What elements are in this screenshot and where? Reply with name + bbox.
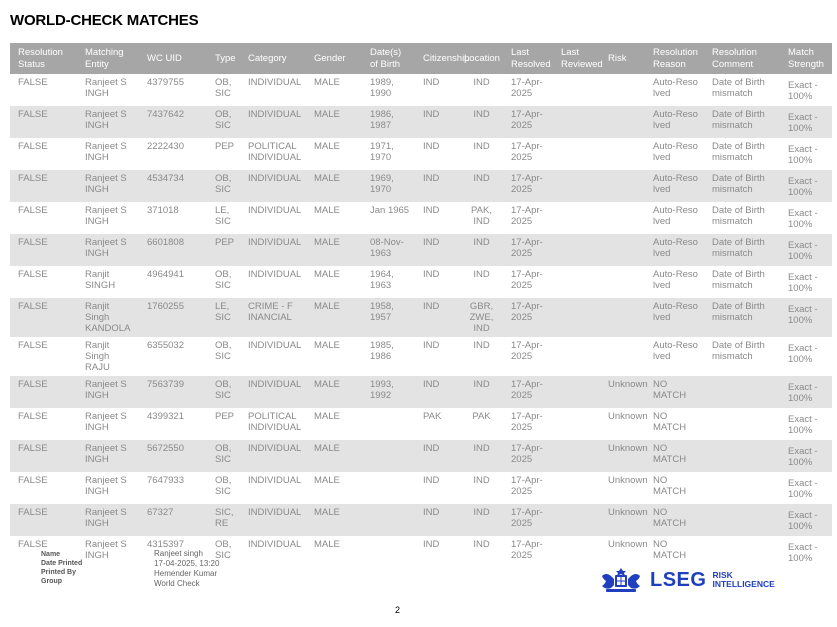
table-row	[10, 408, 832, 440]
location-cell: IND	[456, 536, 503, 568]
match-strength-cell: Exact - 100%	[780, 202, 832, 234]
gender-cell: MALE	[306, 106, 362, 138]
resolution-reason-cell: Auto-Reso lved	[645, 74, 704, 106]
matches-table	[10, 43, 832, 568]
footer-group-value: World Check	[154, 579, 200, 588]
resolution-status-cell: FALSE	[10, 298, 77, 337]
matching-entity-cell: Ranjeet S INGH	[77, 536, 139, 568]
citizenship-cell: IND	[415, 298, 456, 337]
matching-entity-cell: Ranjeet S INGH	[77, 504, 139, 536]
gender-cell: MALE	[306, 472, 362, 504]
last-resolved-cell: 17-Apr-2025	[503, 170, 553, 202]
dob-cell: 1971, 1970	[362, 138, 415, 170]
location-cell: IND	[456, 376, 503, 408]
type-cell: OB, SIC	[207, 472, 240, 504]
gender-cell: MALE	[306, 536, 362, 568]
risk-cell	[600, 74, 645, 106]
matching-entity-cell: Ranjeet S INGH	[77, 376, 139, 408]
gender-cell: MALE	[306, 138, 362, 170]
lseg-wordmark: LSEG	[650, 568, 707, 591]
matching-entity-cell: Ranjeet S INGH	[77, 440, 139, 472]
last-resolved-cell: 17-Apr-2025	[503, 440, 553, 472]
lseg-logo	[600, 566, 775, 594]
table-row	[10, 376, 832, 408]
resolution-status-cell: FALSE	[10, 504, 77, 536]
col-location: Location	[456, 43, 503, 74]
risk-cell	[600, 106, 645, 138]
resolution-status-cell: FALSE	[10, 202, 77, 234]
lseg-crest-icon	[600, 566, 642, 594]
last-reviewed-cell	[553, 376, 600, 408]
location-cell: PAK	[456, 408, 503, 440]
match-strength-cell: Exact - 100%	[780, 106, 832, 138]
table-row	[10, 202, 832, 234]
wc-uid-cell: 5672550	[139, 440, 207, 472]
table-row	[10, 138, 832, 170]
match-strength-cell: Exact - 100%	[780, 234, 832, 266]
resolution-reason-cell: NO MATCH	[645, 472, 704, 504]
dob-cell: 1969, 1970	[362, 170, 415, 202]
last-resolved-cell: 17-Apr-2025	[503, 504, 553, 536]
citizenship-cell: IND	[415, 266, 456, 298]
risk-cell	[600, 266, 645, 298]
col-wc-uid: WC UID	[139, 43, 207, 74]
last-reviewed-cell	[553, 202, 600, 234]
dob-cell	[362, 472, 415, 504]
table-row	[10, 472, 832, 504]
resolution-comment-cell	[704, 536, 780, 568]
col-citizenship: Citizenship	[415, 43, 456, 74]
resolution-status-cell: FALSE	[10, 138, 77, 170]
wc-uid-cell: 4399321	[139, 408, 207, 440]
category-cell: POLITICAL INDIVIDUAL	[240, 408, 306, 440]
dob-cell: 1964, 1963	[362, 266, 415, 298]
page-number: 2	[394, 605, 400, 615]
last-reviewed-cell	[553, 170, 600, 202]
category-cell: INDIVIDUAL	[240, 376, 306, 408]
matching-entity-cell: Ranjeet S INGH	[77, 202, 139, 234]
risk-cell	[600, 202, 645, 234]
wc-uid-cell: 2222430	[139, 138, 207, 170]
match-strength-cell: Exact - 100%	[780, 298, 832, 337]
location-cell: IND	[456, 504, 503, 536]
resolution-reason-cell: NO MATCH	[645, 408, 704, 440]
risk-cell: Unknown	[600, 408, 645, 440]
location-cell: IND	[456, 472, 503, 504]
last-reviewed-cell	[553, 234, 600, 266]
table-row	[10, 298, 832, 337]
last-resolved-cell: 17-Apr-2025	[503, 234, 553, 266]
matching-entity-cell: Ranjit Singh KANDOLA	[77, 298, 139, 337]
location-cell: PAK, IND	[456, 202, 503, 234]
col-resolution-reason: Resolution Reason	[645, 43, 704, 74]
type-cell: PEP	[207, 138, 240, 170]
resolution-reason-cell: NO MATCH	[645, 504, 704, 536]
table-row	[10, 106, 832, 138]
col-resolution-status: Resolution Status	[10, 43, 77, 74]
citizenship-cell: IND	[415, 234, 456, 266]
location-cell: IND	[456, 266, 503, 298]
last-resolved-cell: 17-Apr-2025	[503, 408, 553, 440]
resolution-status-cell: FALSE	[10, 472, 77, 504]
category-cell: INDIVIDUAL	[240, 337, 306, 376]
risk-cell: Unknown	[600, 504, 645, 536]
dob-cell	[362, 536, 415, 568]
dob-cell: 1958, 1957	[362, 298, 415, 337]
resolution-comment-cell	[704, 504, 780, 536]
wc-uid-cell: 7647933	[139, 472, 207, 504]
table-body	[10, 74, 832, 568]
resolution-reason-cell: Auto-Reso lved	[645, 298, 704, 337]
table-row	[10, 170, 832, 202]
last-reviewed-cell	[553, 266, 600, 298]
last-resolved-cell: 17-Apr-2025	[503, 74, 553, 106]
table-header-row	[10, 43, 832, 74]
match-strength-cell: Exact - 100%	[780, 472, 832, 504]
resolution-status-cell: FALSE	[10, 106, 77, 138]
last-reviewed-cell	[553, 440, 600, 472]
matching-entity-cell: Ranjeet S INGH	[77, 170, 139, 202]
dob-cell: 1993, 1992	[362, 376, 415, 408]
resolution-comment-cell	[704, 376, 780, 408]
table-row	[10, 74, 832, 106]
gender-cell: MALE	[306, 298, 362, 337]
footer-date-printed-value: 17-04-2025, 13:20	[154, 559, 220, 568]
resolution-reason-cell: Auto-Reso lved	[645, 170, 704, 202]
dob-cell: 08-Nov-1963	[362, 234, 415, 266]
col-match-strength: Match Strength	[780, 43, 832, 74]
resolution-status-cell: FALSE	[10, 170, 77, 202]
table-row	[10, 536, 832, 568]
location-cell: IND	[456, 138, 503, 170]
resolution-comment-cell: Date of Birth mismatch	[704, 266, 780, 298]
resolution-reason-cell: Auto-Reso lved	[645, 266, 704, 298]
type-cell: PEP	[207, 408, 240, 440]
risk-cell	[600, 138, 645, 170]
risk-cell: Unknown	[600, 472, 645, 504]
location-cell: IND	[456, 106, 503, 138]
matching-entity-cell: Ranjeet S INGH	[77, 74, 139, 106]
matching-entity-cell: Ranjeet S INGH	[77, 472, 139, 504]
resolution-reason-cell: NO MATCH	[645, 536, 704, 568]
resolution-status-cell: FALSE	[10, 337, 77, 376]
gender-cell: MALE	[306, 202, 362, 234]
gender-cell: MALE	[306, 74, 362, 106]
citizenship-cell: IND	[415, 504, 456, 536]
resolution-comment-cell: Date of Birth mismatch	[704, 74, 780, 106]
last-reviewed-cell	[553, 472, 600, 504]
dob-cell: Jan 1965	[362, 202, 415, 234]
risk-cell	[600, 170, 645, 202]
table-row	[10, 234, 832, 266]
footer-group-label: Group	[41, 578, 62, 585]
category-cell: INDIVIDUAL	[240, 472, 306, 504]
dob-cell	[362, 504, 415, 536]
location-cell: IND	[456, 440, 503, 472]
risk-cell	[600, 337, 645, 376]
match-strength-cell: Exact - 100%	[780, 408, 832, 440]
last-resolved-cell: 17-Apr-2025	[503, 376, 553, 408]
last-resolved-cell: 17-Apr-2025	[503, 202, 553, 234]
category-cell: INDIVIDUAL	[240, 202, 306, 234]
citizenship-cell: IND	[415, 170, 456, 202]
matching-entity-cell: Ranjeet S INGH	[77, 408, 139, 440]
resolution-comment-cell	[704, 440, 780, 472]
col-category: Category	[240, 43, 306, 74]
wc-uid-cell: 6355032	[139, 337, 207, 376]
col-gender: Gender	[306, 43, 362, 74]
type-cell: OB, SIC	[207, 440, 240, 472]
category-cell: POLITICAL INDIVIDUAL	[240, 138, 306, 170]
resolution-status-cell: FALSE	[10, 234, 77, 266]
matching-entity-cell: Ranjit Singh RAJU	[77, 337, 139, 376]
match-strength-cell: Exact - 100%	[780, 266, 832, 298]
match-strength-cell: Exact - 100%	[780, 440, 832, 472]
match-strength-cell: Exact - 100%	[780, 376, 832, 408]
type-cell: OB, SIC	[207, 74, 240, 106]
wc-uid-cell: 6601808	[139, 234, 207, 266]
risk-cell: Unknown	[600, 536, 645, 568]
col-last-reviewed: Last Reviewed	[553, 43, 600, 74]
matching-entity-cell: Ranjit SINGH	[77, 266, 139, 298]
footer-name-label: Name	[41, 551, 61, 558]
col-matching-entity: Matching Entity	[77, 43, 139, 74]
resolution-comment-cell	[704, 408, 780, 440]
type-cell: PEP	[207, 234, 240, 266]
category-cell: INDIVIDUAL	[240, 170, 306, 202]
wc-uid-cell: 4534734	[139, 170, 207, 202]
last-resolved-cell: 17-Apr-2025	[503, 337, 553, 376]
resolution-reason-cell: Auto-Reso lved	[645, 202, 704, 234]
wc-uid-cell: 1760255	[139, 298, 207, 337]
type-cell: SIC, RE	[207, 504, 240, 536]
lseg-tagline-intelligence: INTELLIGENCE	[712, 579, 775, 589]
resolution-comment-cell: Date of Birth mismatch	[704, 234, 780, 266]
match-strength-cell: Exact - 100%	[780, 74, 832, 106]
last-reviewed-cell	[553, 106, 600, 138]
resolution-comment-cell: Date of Birth mismatch	[704, 138, 780, 170]
last-reviewed-cell	[553, 337, 600, 376]
wc-uid-cell: 4964941	[139, 266, 207, 298]
resolution-reason-cell: NO MATCH	[645, 376, 704, 408]
last-reviewed-cell	[553, 408, 600, 440]
resolution-reason-cell: NO MATCH	[645, 440, 704, 472]
gender-cell: MALE	[306, 234, 362, 266]
resolution-status-cell: FALSE	[10, 408, 77, 440]
last-reviewed-cell	[553, 298, 600, 337]
table-row	[10, 440, 832, 472]
dob-cell	[362, 440, 415, 472]
dob-cell: 1986, 1987	[362, 106, 415, 138]
last-resolved-cell: 17-Apr-2025	[503, 138, 553, 170]
last-reviewed-cell	[553, 536, 600, 568]
risk-cell: Unknown	[600, 376, 645, 408]
resolution-reason-cell: Auto-Reso lved	[645, 337, 704, 376]
last-resolved-cell: 17-Apr-2025	[503, 536, 553, 568]
wc-uid-cell: 7563739	[139, 376, 207, 408]
citizenship-cell: IND	[415, 440, 456, 472]
matching-entity-cell: Ranjeet S INGH	[77, 106, 139, 138]
location-cell: IND	[456, 74, 503, 106]
footer-date-printed-label: Date Printed	[41, 560, 83, 567]
match-strength-cell: Exact - 100%	[780, 504, 832, 536]
type-cell: OB, SIC	[207, 106, 240, 138]
citizenship-cell: IND	[415, 337, 456, 376]
location-cell: IND	[456, 234, 503, 266]
resolution-comment-cell: Date of Birth mismatch	[704, 202, 780, 234]
risk-cell: Unknown	[600, 440, 645, 472]
wc-uid-cell: 67327	[139, 504, 207, 536]
citizenship-cell: IND	[415, 106, 456, 138]
category-cell: INDIVIDUAL	[240, 266, 306, 298]
resolution-reason-cell: Auto-Reso lved	[645, 106, 704, 138]
type-cell: LE, SIC	[207, 298, 240, 337]
col-type: Type	[207, 43, 240, 74]
location-cell: IND	[456, 170, 503, 202]
dob-cell: 1985, 1986	[362, 337, 415, 376]
footer-name-value: Ranjeet singh	[154, 549, 203, 558]
gender-cell: MALE	[306, 266, 362, 298]
match-strength-cell: Exact - 100%	[780, 138, 832, 170]
resolution-status-cell: FALSE	[10, 266, 77, 298]
type-cell: OB, SIC	[207, 266, 240, 298]
resolution-comment-cell: Date of Birth mismatch	[704, 170, 780, 202]
category-cell: INDIVIDUAL	[240, 234, 306, 266]
page-title: WORLD-CHECK MATCHES	[10, 12, 199, 29]
type-cell: OB, SIC	[207, 337, 240, 376]
resolution-status-cell: FALSE	[10, 440, 77, 472]
citizenship-cell: IND	[415, 376, 456, 408]
dob-cell: 1989, 1990	[362, 74, 415, 106]
gender-cell: MALE	[306, 408, 362, 440]
col-last-resolved: Last Resolved	[503, 43, 553, 74]
location-cell: IND	[456, 337, 503, 376]
last-resolved-cell: 17-Apr-2025	[503, 298, 553, 337]
category-cell: INDIVIDUAL	[240, 74, 306, 106]
wc-uid-cell: 7437642	[139, 106, 207, 138]
category-cell: INDIVIDUAL	[240, 106, 306, 138]
match-strength-cell: Exact - 100%	[780, 337, 832, 376]
footer-printed-by-value: Hemender Kumar	[154, 569, 218, 578]
last-resolved-cell: 17-Apr-2025	[503, 106, 553, 138]
citizenship-cell: PAK	[415, 408, 456, 440]
type-cell: LE, SIC	[207, 202, 240, 234]
category-cell: INDIVIDUAL	[240, 440, 306, 472]
table-row	[10, 337, 832, 376]
type-cell: OB, SIC	[207, 536, 240, 568]
category-cell: CRIME - F INANCIAL	[240, 298, 306, 337]
last-resolved-cell: 17-Apr-2025	[503, 472, 553, 504]
match-strength-cell: Exact - 100%	[780, 536, 832, 568]
lseg-tagline-risk: RISK	[712, 570, 733, 580]
footer-printed-by-label: Printed By	[41, 569, 77, 576]
risk-cell	[600, 234, 645, 266]
resolution-status-cell: FALSE	[10, 74, 77, 106]
resolution-status-cell: FALSE	[10, 376, 77, 408]
col-resolution-comment: Resolution Comment	[704, 43, 780, 74]
col-risk: Risk	[600, 43, 645, 74]
citizenship-cell: IND	[415, 138, 456, 170]
category-cell: INDIVIDUAL	[240, 536, 306, 568]
citizenship-cell: IND	[415, 536, 456, 568]
resolution-status-cell: FALSE	[10, 536, 77, 568]
match-strength-cell: Exact - 100%	[780, 170, 832, 202]
resolution-comment-cell: Date of Birth mismatch	[704, 106, 780, 138]
risk-cell	[600, 298, 645, 337]
resolution-comment-cell	[704, 472, 780, 504]
lseg-tagline	[712, 571, 774, 589]
last-reviewed-cell	[553, 74, 600, 106]
resolution-comment-cell: Date of Birth mismatch	[704, 337, 780, 376]
last-reviewed-cell	[553, 138, 600, 170]
resolution-reason-cell: Auto-Reso lved	[645, 234, 704, 266]
matching-entity-cell: Ranjeet S INGH	[77, 138, 139, 170]
gender-cell: MALE	[306, 376, 362, 408]
gender-cell: MALE	[306, 337, 362, 376]
last-resolved-cell: 17-Apr-2025	[503, 266, 553, 298]
type-cell: OB, SIC	[207, 170, 240, 202]
col-dates-of-birth: Date(s) of Birth	[362, 43, 415, 74]
matching-entity-cell: Ranjeet S INGH	[77, 234, 139, 266]
resolution-comment-cell: Date of Birth mismatch	[704, 298, 780, 337]
table-row	[10, 504, 832, 536]
citizenship-cell: IND	[415, 202, 456, 234]
type-cell: OB, SIC	[207, 376, 240, 408]
table-row	[10, 266, 832, 298]
gender-cell: MALE	[306, 504, 362, 536]
category-cell: INDIVIDUAL	[240, 504, 306, 536]
wc-uid-cell: 4379755	[139, 74, 207, 106]
citizenship-cell: IND	[415, 74, 456, 106]
gender-cell: MALE	[306, 440, 362, 472]
citizenship-cell: IND	[415, 472, 456, 504]
last-reviewed-cell	[553, 504, 600, 536]
gender-cell: MALE	[306, 170, 362, 202]
wc-uid-cell: 4315397	[139, 536, 207, 568]
location-cell: GBR, ZWE, IND	[456, 298, 503, 337]
wc-uid-cell: 371018	[139, 202, 207, 234]
dob-cell	[362, 408, 415, 440]
resolution-reason-cell: Auto-Reso lved	[645, 138, 704, 170]
